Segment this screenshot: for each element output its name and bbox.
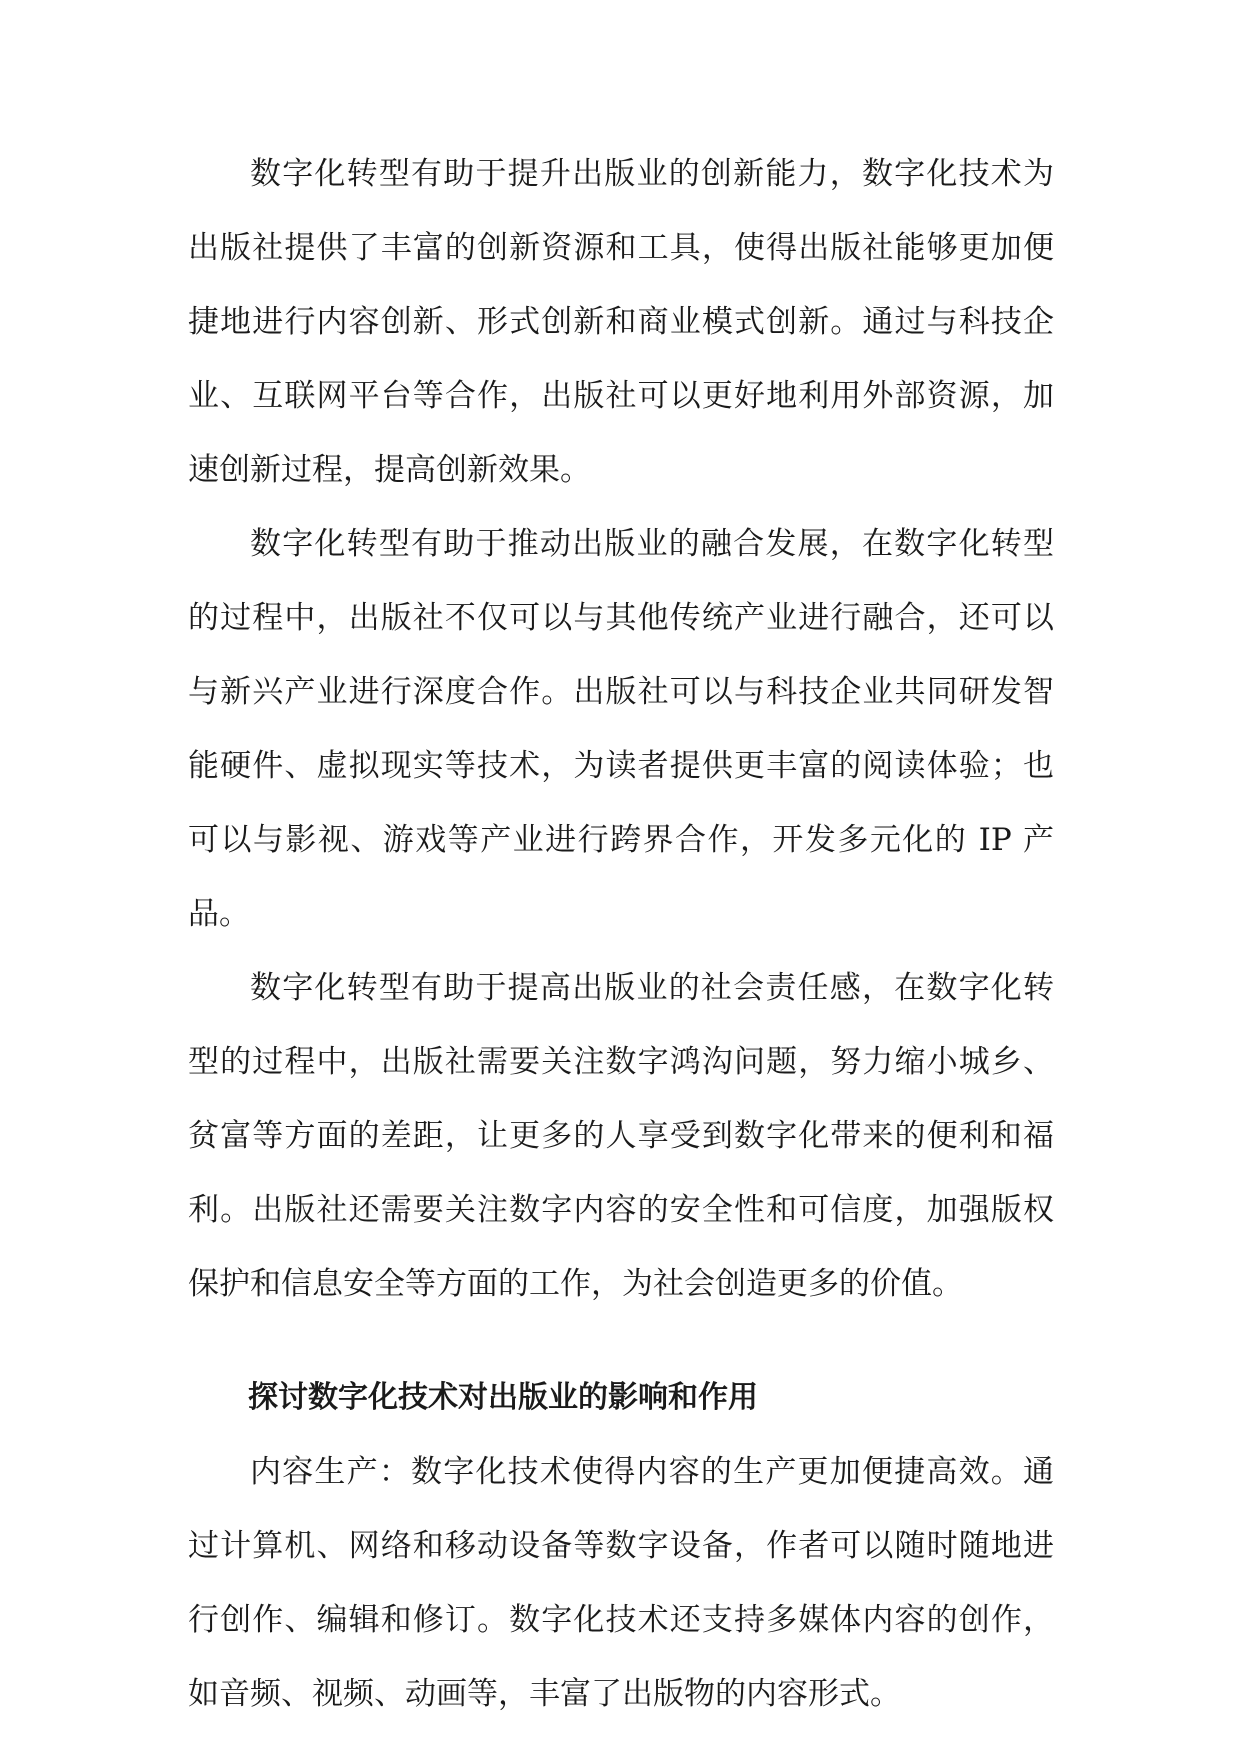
paragraph-social-responsibility: 数字化转型有助于提高出版业的社会责任感，在数字化转型的过程中，出版社需要关注数字鸿沟问题，努力缩小城乡、贫富等方面的差距，让更多的人享受到数字化带来的便利和福利。出版社还需要关注数字内容的安全性和可信度，加强版权保护和信息安全等方面的工作，为社会创造更多的价值。: [188, 970, 1054, 1302]
document-body: [188, 137, 1054, 1731]
paragraph-innovation: 数字化转型有助于提升出版业的创新能力，数字化技术为出版社提供了丰富的创新资源和工具，使得出版社能够更加便捷地进行内容创新、形式创新和商业模式创新。通过与科技企业、互联网平台等合作，出版社可以更好地利用外部资源，加速创新过程，提高创新效果。: [188, 156, 1054, 488]
paragraph-integration: 数字化转型有助于推动出版业的融合发展，在数字化转型的过程中，出版社不仅可以与其他传统产业进行融合，还可以与新兴产业进行深度合作。出版社可以与科技企业共同研发智能硬件、虚拟现实等技术，为读者提供更丰富的阅读体验；也可以与影视、游戏等产业进行跨界合作，开发多元化的 IP 产品。: [188, 526, 1054, 932]
paragraph-content-production: 内容生产：数字化技术使得内容的生产更加便捷高效。通过计算机、网络和移动设备等数字设备，作者可以随时随地进行创作、编辑和修订。数字化技术还支持多媒体内容的创作，如音频、视频、动画等，丰富了出版物的内容形式。: [188, 1454, 1054, 1712]
section-heading: 探讨数字化技术对出版业的影响和作用: [248, 1380, 758, 1415]
